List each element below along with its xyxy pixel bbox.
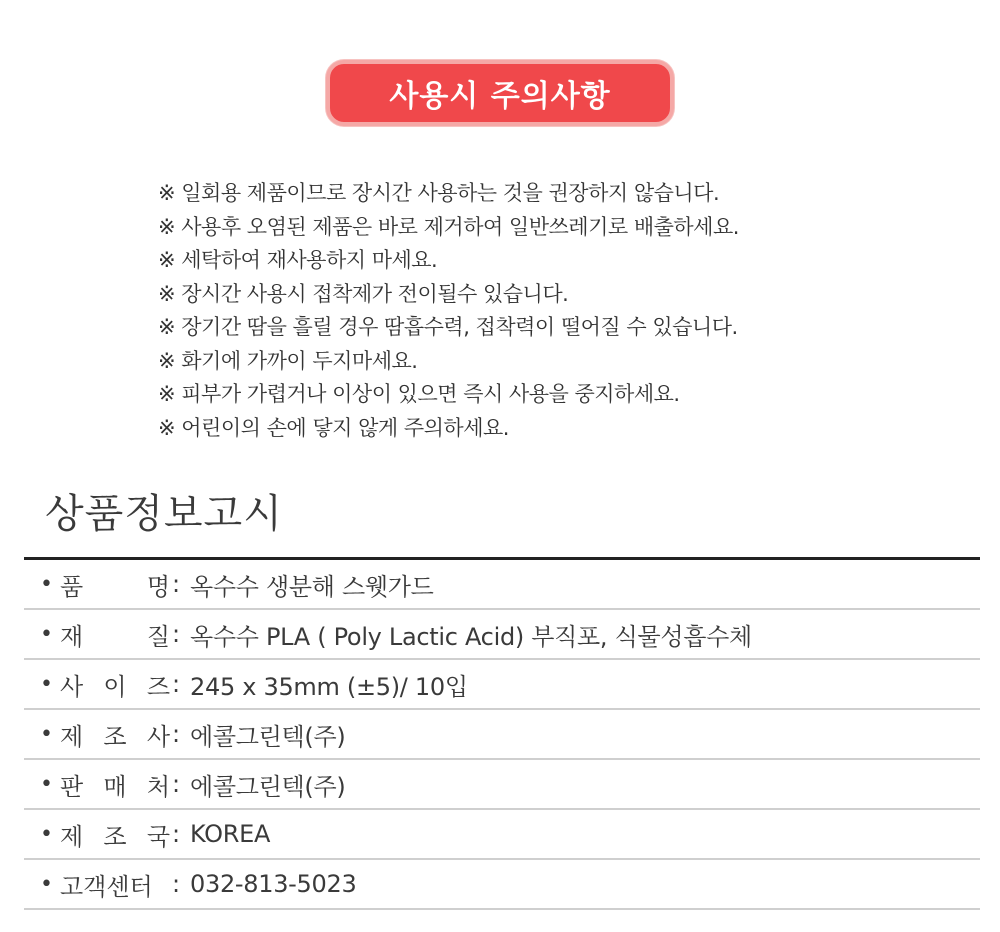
info-label-part: 고객센터 [60, 872, 153, 901]
info-label [60, 717, 170, 752]
info-colon: : [172, 820, 181, 848]
bullet-icon: • [40, 821, 53, 847]
info-label-part: 조 [103, 722, 127, 751]
info-row-manufacturer [24, 710, 980, 760]
info-colon: : [172, 570, 181, 598]
info-label-part: 국 [146, 822, 170, 851]
info-label-part: 명 [146, 572, 170, 601]
caution-item: ※ 장시간 사용시 접착제가 전이될수 있습니다. [158, 281, 569, 306]
caution-item: ※ 장기간 땀을 흘릴 경우 땀흡수력, 접착력이 떨어질 수 있습니다. [158, 315, 738, 339]
bullet-icon: • [40, 771, 53, 797]
info-row-size [24, 660, 980, 710]
caution-item: ※ 일회용 제품이므로 장시간 사용하는 것을 권장하지 않습니다. [158, 181, 720, 205]
info-colon: : [172, 620, 181, 648]
info-label [60, 867, 170, 902]
bullet-icon: • [40, 871, 53, 897]
bullet-icon: • [40, 671, 53, 697]
info-label-part: 질 [146, 622, 170, 651]
caution-item: ※ 어린이의 손에 닿지 않게 주의하세요. [158, 415, 509, 440]
info-label [60, 817, 170, 852]
product-info-table [24, 557, 980, 910]
info-label-part: 제 [60, 822, 84, 851]
caution-item: ※ 피부가 가렵거나 이상이 있으면 즉시 사용을 중지하세요. [158, 382, 680, 406]
caution-badge [326, 60, 674, 126]
info-label-part: 조 [103, 822, 127, 851]
info-label-part: 품 [60, 572, 84, 601]
caution-item: ※ 화기에 가까이 두지마세요. [158, 348, 418, 373]
info-label [60, 667, 170, 702]
info-value: 옥수수 PLA ( Poly Lactic Acid) 부직포, 식물성흡수체 [190, 622, 752, 651]
bullet-icon: • [40, 621, 53, 647]
info-label-part: 즈 [146, 672, 170, 701]
info-label [60, 617, 170, 652]
info-row-country [24, 810, 980, 860]
info-label-part: 판 [60, 772, 84, 801]
bullet-icon: • [40, 571, 53, 597]
info-label-part: 제 [60, 722, 84, 751]
caution-badge-label: 사용시 주의사항 [389, 79, 611, 114]
info-colon: : [172, 870, 181, 898]
info-label-part: 사 [146, 722, 170, 751]
bullet-icon: • [40, 721, 53, 747]
info-label-part: 사 [60, 672, 84, 701]
info-label-part: 매 [103, 772, 127, 801]
info-colon: : [172, 670, 181, 698]
info-value: KOREA [190, 820, 271, 848]
info-label [60, 567, 170, 602]
info-value: 에콜그린텍(주) [190, 772, 346, 801]
info-value: 032-813-5023 [190, 870, 357, 898]
info-row-product-name [24, 560, 980, 610]
info-label-part: 처 [146, 772, 170, 801]
caution-item: ※ 사용후 오염된 제품은 바로 제거하여 일반쓰레기로 배출하세요. [158, 214, 739, 239]
caution-list [158, 177, 858, 445]
product-info-title: 상품정보고시 [45, 491, 283, 537]
info-row-seller [24, 760, 980, 810]
info-value: 245 x 35mm (±5)/ 10입 [190, 672, 468, 701]
info-label-part: 재 [60, 622, 84, 651]
caution-item: ※ 세탁하여 재사용하지 마세요. [158, 248, 438, 272]
info-label-part: 이 [103, 672, 127, 701]
info-row-customer-center [24, 860, 980, 910]
info-row-material [24, 610, 980, 660]
info-colon: : [172, 770, 181, 798]
info-value: 에콜그린텍(주) [190, 722, 346, 751]
info-label [60, 767, 170, 802]
info-value: 옥수수 생분해 스웻가드 [190, 572, 434, 601]
info-colon: : [172, 720, 181, 748]
